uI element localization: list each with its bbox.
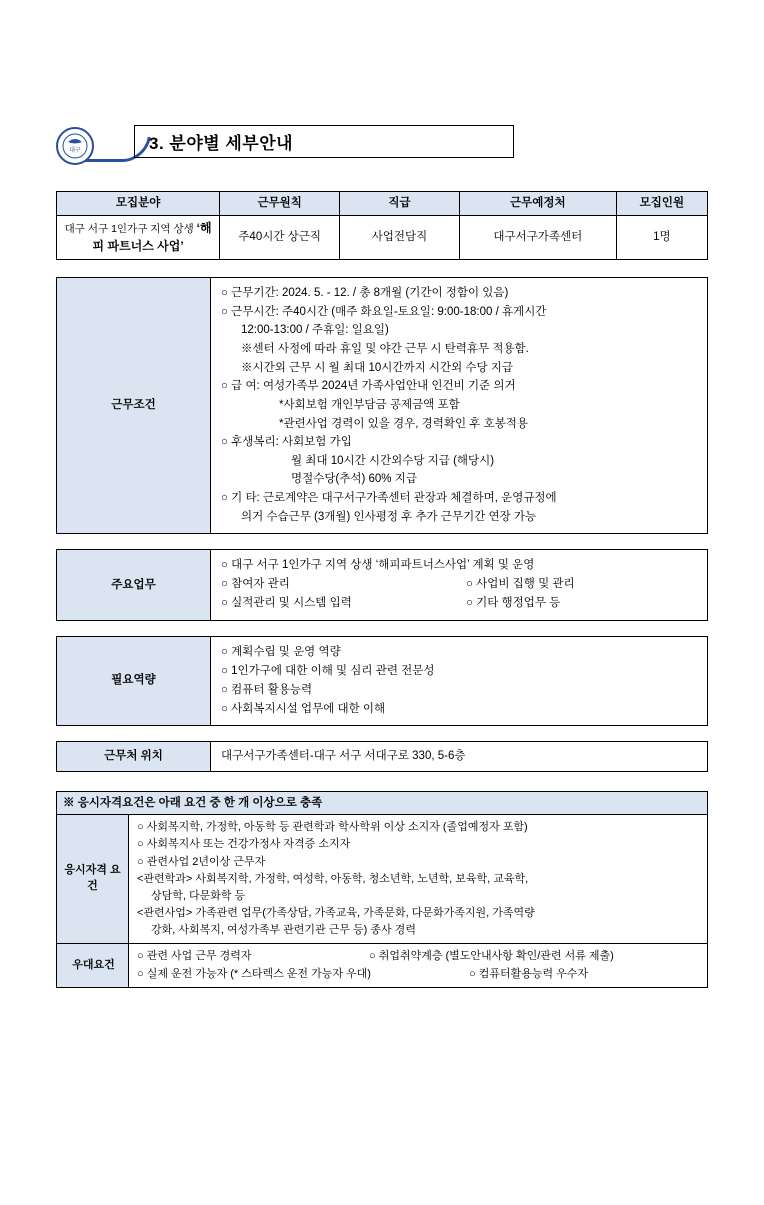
related-major-line-1: <관련학과> 사회복지학, 가정학, 여성학, 아동학, 청소년학, 노년학, 보육학, 교육학,	[137, 872, 529, 885]
preference-row	[57, 944, 708, 988]
condition-line: *관련사업 경력이 있을 경우, 경력확인 후 호봉적용	[279, 417, 529, 430]
condition-line: ※시간외 근무 시 월 최대 10시간까지 시간외 수당 지급	[241, 361, 514, 374]
summary-table	[56, 191, 708, 260]
cell-field	[57, 215, 220, 260]
required-skills-table	[56, 636, 708, 726]
table-row	[57, 636, 708, 725]
duty-line: ○ 실적관리 및 시스템 입력	[221, 597, 352, 610]
condition-line: *사회보험 개인부담금 공제금액 포함	[279, 398, 460, 411]
required-skills-content	[211, 636, 708, 725]
table-row	[57, 215, 708, 260]
organization-emblem-icon	[56, 127, 94, 165]
preference-content	[129, 944, 708, 988]
condition-line: ○ 근무기간: 2024. 5. - 12. / 총 8개월 (기간이 정함이 있음)	[221, 287, 509, 300]
header-field: 모집분야	[57, 192, 220, 216]
duty-line: ○ 대구 서구 1인가구 지역 상생 ‘해피파트너스사업’ 계획 및 운영	[221, 559, 535, 572]
header-rank: 직급	[340, 192, 460, 216]
qualification-notice-row	[57, 791, 708, 815]
qualification-notice: ※ 응시자격요건은 아래 요건 중 한 개 이상으로 충족	[57, 791, 708, 815]
conditions-label: 근무조건	[57, 278, 211, 534]
table-row	[57, 278, 708, 534]
qualification-item: ○ 사회복지학, 가정학, 아동학 등 관련학과 학사학위 이상 소지자 (졸업예정자 포함)	[137, 821, 528, 834]
condition-line: 월 최대 10시간 시간외수당 지급 (해당시)	[291, 454, 495, 467]
page-title-row	[56, 125, 708, 165]
document-page	[0, 125, 764, 1205]
condition-line: ○ 급 여: 여성가족부 2024년 가족사업안내 인건비 기준 의거	[221, 380, 516, 393]
preference-line	[137, 948, 701, 966]
related-work-line-1: <관련사업> 가족관련 업무(가족상담, 가족교육, 가족문화, 다문화가족지원, 가족역량	[137, 906, 535, 919]
condition-line: 12:00-13:00 / 주휴일: 일요일)	[241, 324, 389, 337]
qualification-table	[56, 791, 708, 989]
header-workplace: 근무예정처	[459, 192, 616, 216]
condition-line: 명절수당(추석) 60% 지급	[291, 473, 417, 486]
working-conditions-table	[56, 277, 708, 534]
main-duties-table	[56, 549, 708, 620]
preference-line-2-right: ○ 컴퓨터활용능력 우수자	[469, 967, 589, 980]
qualification-label	[57, 815, 129, 944]
duty-line: ○ 참여자 관리	[221, 578, 290, 591]
cell-workplace: 대구서구가족센터	[459, 215, 616, 260]
preference-line	[137, 966, 701, 984]
qualification-item: ○ 관련사업 2년이상 근무자	[137, 855, 266, 868]
table-header-row	[57, 192, 708, 216]
main-duties-label: 주요업무	[57, 550, 211, 620]
qualification-item: ○ 사회복지사 또는 건강가정사 자격증 소지자	[137, 838, 351, 851]
page-title-box	[134, 125, 514, 158]
principle-line-2: 상근직	[287, 230, 321, 243]
duty-line: ○ 기타 행정업무 등	[466, 597, 561, 610]
field-line-2: ‘해피 파트너스 사업’	[92, 220, 212, 254]
conditions-content	[211, 278, 708, 534]
field-line-1: 대구 서구 1인가구 지역 상생	[64, 222, 194, 235]
main-duties-content	[211, 550, 708, 620]
skill-line: ○ 컴퓨터 활용능력	[221, 683, 313, 696]
preference-line-2-left: ○ 실제 운전 가능자 (* 스타렉스 운전 가능자 우대)	[137, 967, 371, 980]
qualification-label-line-2: 요건	[87, 864, 121, 893]
table-row	[57, 815, 708, 944]
table-row	[57, 550, 708, 620]
location-value: 대구서구가족센터-대구 서구 서대구로 330, 5-6층	[211, 741, 708, 771]
work-location-table	[56, 741, 708, 772]
duty-row	[221, 594, 699, 613]
condition-line: ※센터 사정에 따라 휴일 및 야간 근무 시 탄력휴무 적용함.	[241, 343, 529, 356]
table-row	[57, 741, 708, 771]
cell-principle	[220, 215, 340, 260]
duty-line: ○ 사업비 집행 및 관리	[466, 578, 575, 591]
preference-line-1-left: ○ 관련 사업 근무 경력자	[137, 950, 252, 963]
principle-line-1: 주40시간	[238, 230, 285, 243]
preference-line-1-right: ○ 취업취약계층 (별도안내사항 확인/관련 서류 제출)	[369, 950, 614, 963]
cell-rank: 사업전담직	[340, 215, 460, 260]
location-label: 근무처 위치	[57, 741, 211, 771]
condition-line: ○ 기 타: 근로계약은 대구서구가족센터 관장과 체결하며, 운영규정에	[221, 492, 557, 505]
cell-headcount: 1명	[616, 215, 707, 260]
page-title: 3. 분야별 세부안내	[149, 134, 294, 153]
preference-label: 우대요건	[57, 944, 129, 988]
header-principle: 근무원칙	[220, 192, 340, 216]
skill-line: ○ 계획수립 및 운영 역량	[221, 645, 341, 658]
related-work-line-2: 강화, 사회복지, 여성가족부 관련기관 근무 등) 종사 경력	[151, 924, 416, 937]
condition-line: ○ 근무시간: 주40시간 (매주 화요일-토요일: 9:00-18:00 / 휴게시간	[221, 305, 547, 318]
skill-line: ○ 사회복지시설 업무에 대한 이해	[221, 702, 386, 715]
skill-line: ○ 1인가구에 대한 이해 및 심리 관련 전문성	[221, 664, 435, 677]
qualification-label-line-1: 응시자격	[64, 864, 107, 877]
related-major-line-2: 상담학, 다문화학 등	[151, 889, 246, 902]
duty-row	[221, 575, 699, 594]
condition-line: ○ 후생복리: 사회보험 가입	[221, 436, 352, 449]
header-headcount: 모집인원	[616, 192, 707, 216]
required-skills-label: 필요역량	[57, 636, 211, 725]
qualification-content	[129, 815, 708, 944]
svg-text:대구: 대구	[69, 148, 81, 154]
condition-line: 의거 수습근무 (3개월) 인사평정 후 추가 근무기간 연장 가능	[241, 510, 537, 523]
